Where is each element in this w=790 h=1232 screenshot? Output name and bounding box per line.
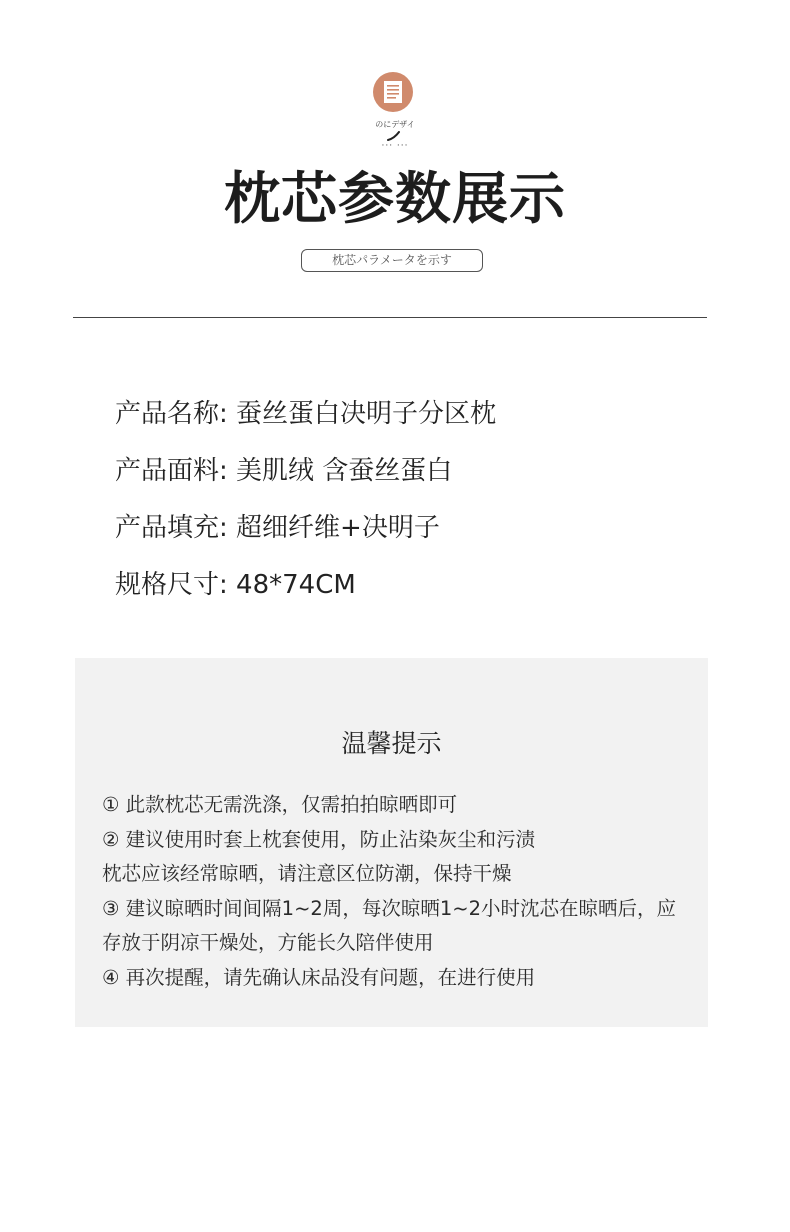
tip-line: 枕芯应该经常晾晒，请注意区位防潮，保持干燥 <box>102 862 512 885</box>
spec-value: 蚕丝蛋白决明子分区枕 <box>236 399 497 429</box>
spec-label: 规格尺寸: <box>115 570 228 600</box>
spec-row-fabric <box>115 449 496 506</box>
spec-value: 48*74CM <box>236 570 356 600</box>
logo-caption: のにデザイ <box>375 120 415 129</box>
logo-badge <box>373 72 413 112</box>
spec-row-filling <box>115 506 496 563</box>
spec-row-size <box>115 563 496 620</box>
tip-line: ④ 再次提醒，请先确认床品没有问题，在进行使用 <box>102 965 536 989</box>
brush-stroke-icon <box>387 131 401 141</box>
tips-panel <box>75 658 708 1027</box>
spec-row-name <box>115 392 496 449</box>
tips-title: 温馨提示 <box>341 729 442 758</box>
tip-line: ① 此款枕芯无需洗涤，仅需拍拍晾晒即可 <box>102 793 458 816</box>
tip-line: 存放于阴凉干燥处，方能长久陪伴使用 <box>102 931 434 954</box>
document-icon <box>382 80 404 104</box>
spec-value: 超细纤维+决明子 <box>236 513 440 543</box>
spec-label: 产品填充: <box>115 513 228 543</box>
spec-list <box>115 392 496 620</box>
spec-label: 产品名称: <box>115 399 228 429</box>
logo-dots: ··· ··· <box>381 141 409 151</box>
tips-list <box>102 788 702 995</box>
spec-label: 产品面料: <box>115 456 228 486</box>
spec-value: 美肌绒 含蚕丝蛋白 <box>236 456 453 486</box>
subtitle-pill: 枕芯パラメータを示す <box>301 249 483 272</box>
tip-line: ③ 建议晾晒时间间隔1~2周，每次晾晒1~2小时沈芯在晾晒后，应 <box>102 896 676 920</box>
tip-line: ② 建议使用时套上枕套使用，防止沾染灰尘和污渍 <box>102 827 536 851</box>
divider <box>73 317 707 318</box>
page-title: 枕芯参数展示 <box>224 167 566 232</box>
